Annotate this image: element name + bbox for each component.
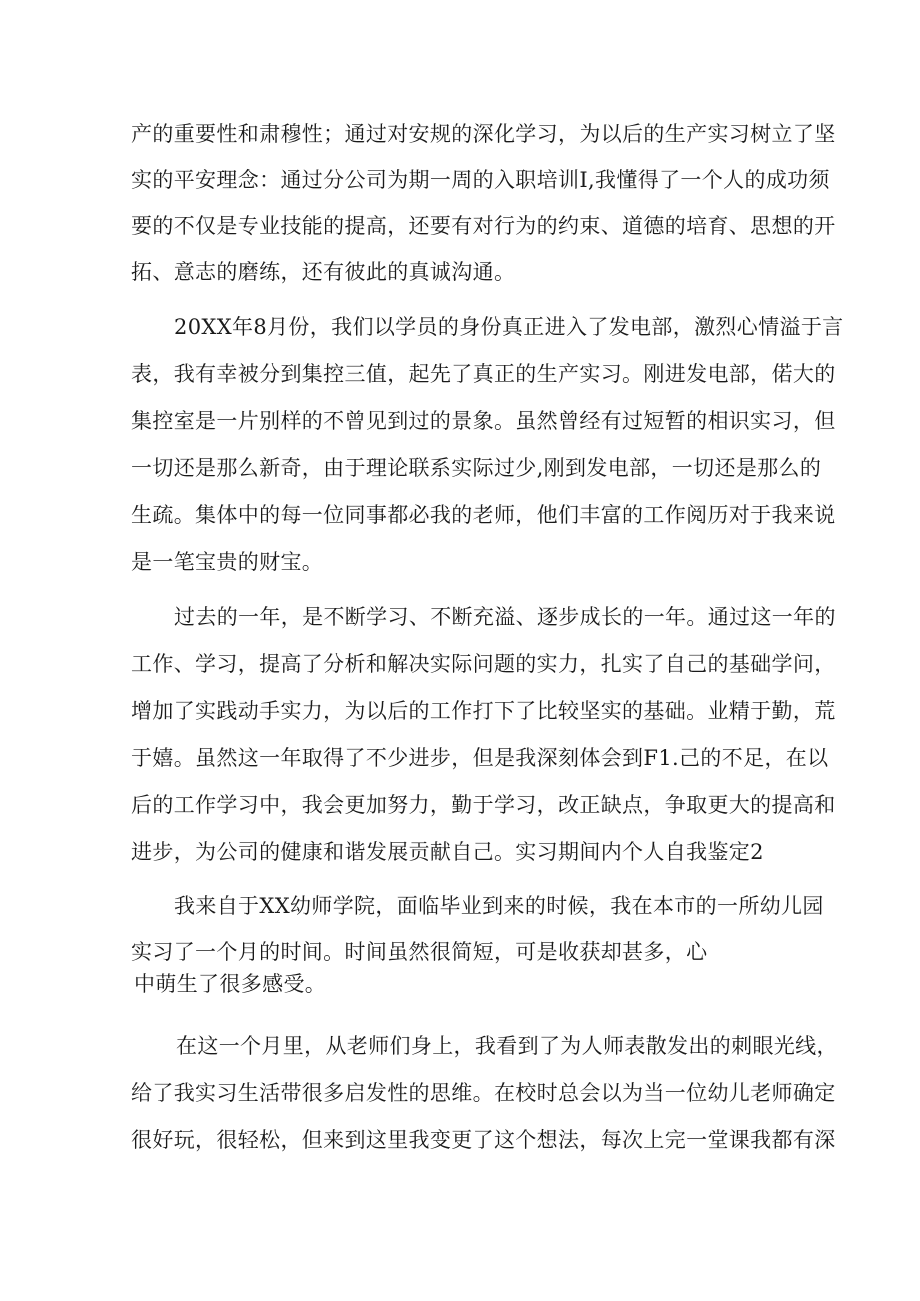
paragraph-line: 要的不仅是专业技能的提高，还要有对行为的约束、道德的培育、思想的开 — [131, 214, 836, 238]
paragraph-line: 于嬉。虽然这一年取得了不少进步，但是我深刻体会到F1.己的不足，在以 — [131, 746, 829, 770]
paragraph-line: 增加了实践动手实力，为以后的工作打下了比较坚实的基础。业精于勤，荒 — [131, 699, 836, 723]
paragraph-line: 产的重要性和肃穆性；通过对安规的深化学习，为以后的生产实习树立了坚 — [131, 122, 836, 146]
paragraph-line: 实习了一个月的时间。时间虽然很简短，可是收获却甚多，心 — [131, 940, 708, 964]
paragraph-line: 工作、学习，提高了分析和解决实际问题的实力，扎实了自己的基础学问， — [131, 652, 836, 676]
paragraph-line: 实的平安理念：通过分公司为期一周的入职培训I,我懂得了一个人的成功须 — [131, 168, 830, 192]
paragraph-line: 很好玩，很轻松，但来到这里我变更了这个想法，每次上完一堂课我都有深 — [131, 1128, 836, 1152]
paragraph-line: 在这一个月里，从老师们身上，我看到了为人师表散发出的刺眼光线， — [176, 1034, 838, 1058]
paragraph-line: 中萌生了很多感受。 — [134, 972, 327, 996]
paragraph-line: 给了我实习生活带很多启发性的思维。在校时总会以为当一位幼儿老师确定 — [131, 1081, 836, 1105]
paragraph-line: 我来自于XX幼师学院，面临毕业到来的时候，我在本市的一所幼儿园 — [174, 894, 824, 918]
paragraph-line: 过去的一年，是不断学习、不断充溢、逐步成长的一年。通过这一年的 — [174, 605, 836, 629]
paragraph-line: 20XX年8月份，我们以学员的身份真正进入了发电部，激烈心情溢于言 — [174, 315, 844, 339]
paragraph-line: 表，我有幸被分到集控三值，起先了真正的生产实习。刚进发电部，偌大的 — [131, 362, 836, 386]
paragraph-line: 是一笔宝贵的财宝。 — [131, 550, 324, 574]
paragraph-line: 拓、意志的磨练，还有彼此的真诚沟通。 — [131, 260, 516, 284]
paragraph-line: 一切还是那么新奇，由于理论联系实际过少,刚到发电部，一切还是那么的 — [131, 456, 822, 480]
paragraph-line: 生疏。集体中的每一位同事都必我的老师，他们丰富的工作阅历对于我来说 — [131, 503, 836, 527]
paragraph-line: 集控室是一片别样的不曾见到过的景象。虽然曾经有过短暂的相识实习，但 — [131, 409, 836, 433]
paragraph-line: 后的工作学习中，我会更加努力，勤于学习，改正缺点，争取更大的提高和 — [131, 793, 836, 817]
paragraph-line: 进步，为公司的健康和谐发展贡献自己。实习期间内个人自我鉴定2 — [131, 840, 764, 864]
